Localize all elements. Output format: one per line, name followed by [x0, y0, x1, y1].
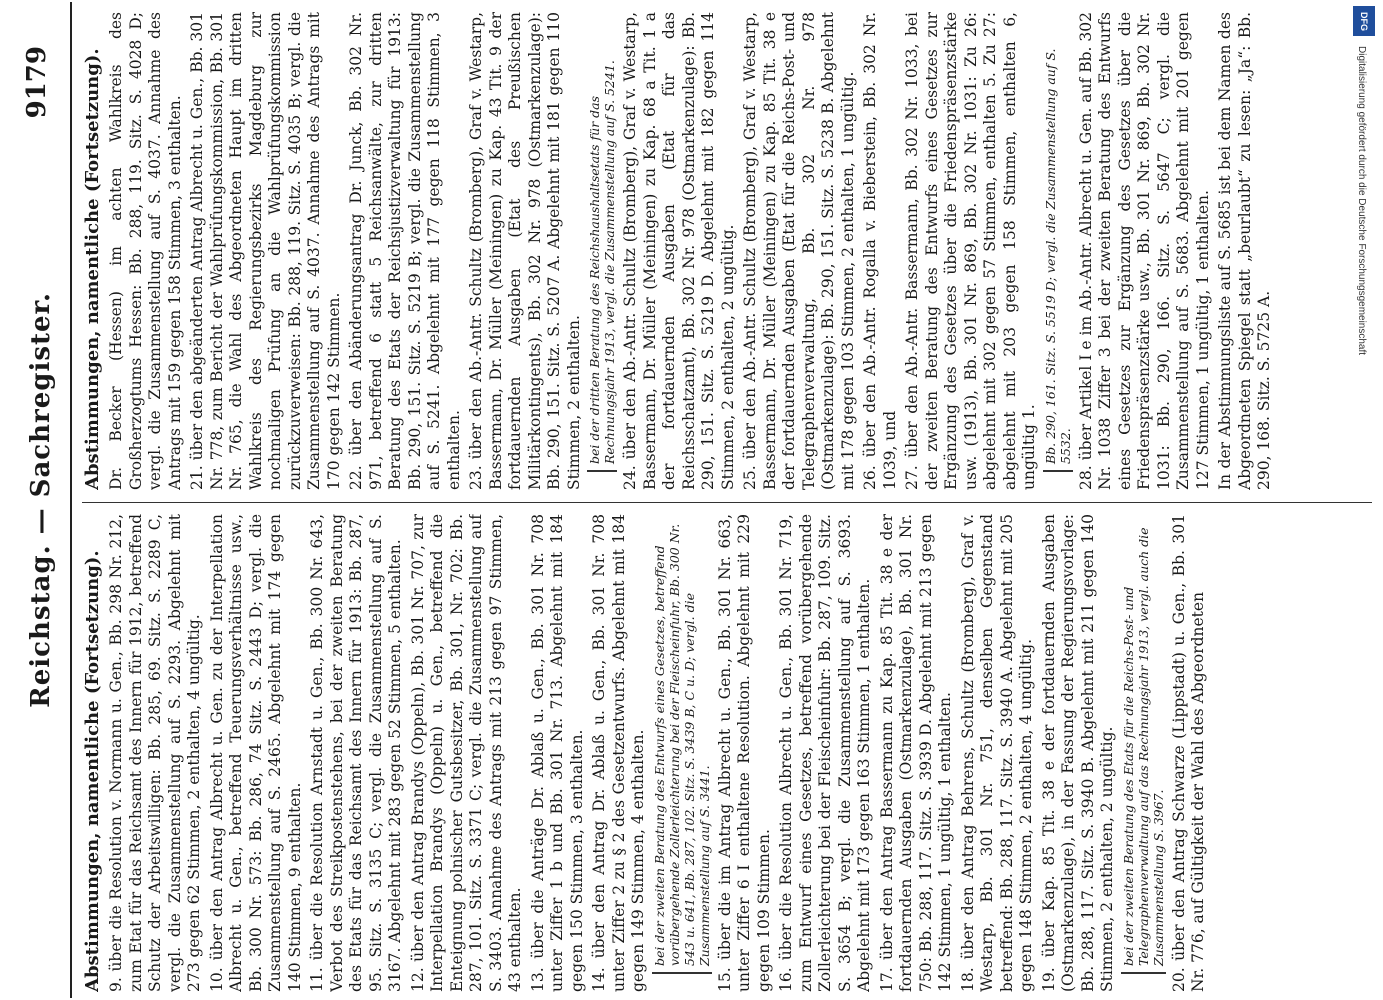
list-item: 15. über die im Antrag Albrecht u. Gen., Bb. 301 Nr. 663, unter Ziffer 6 I enthaltene Resolution. Abgelehnt mit 229 gegen 109 Stimmen.	[715, 514, 773, 992]
bracket-note: bei der dritten Beratung des Reichshaushaltsetats für das Rechnungsjahr 1913, vergl. die Zusammenstellung auf S. 5241.	[587, 12, 617, 472]
list-item: 20. über den Antrag Schwarze (Lippstadt) u. Gen., Bb. 301 Nr. 776, auf Gültigkeit der Wahl des Abgeordneten	[1169, 514, 1207, 992]
page-title: Reichstag. — Sachregister.	[26, 292, 56, 708]
bracket-note: Bb. 290, 161. Sitz. S. 5519 D; vergl. die Zusammenstellung auf S. 5532.	[1043, 12, 1073, 472]
credit-text: Digitalisierung gefördert durch die Deutsche Forschungsgemeinschaft	[1356, 46, 1367, 356]
list-item: 27. über den Ab.-Antr. Bassermann, Bb. 302 Nr. 1033, bei der zweiten Beratung des Entwurfs eines Gesetzes zur Ergänzung des Gesetzes über die Friedenspräsenzstärke usw. (1913), Bb. 301 Nr. 869, Bb. 302 Nr. 1031: Zu 26: abgelehnt mit 302 gegen 57 Stimmen, enthalten 5. Zu 27: abgelehnt mit 203 gegen 158 Stimmen, enthalten 6, ungültig 1.	[903, 12, 1038, 490]
list-item: 13. über die Anträge Dr. Ablaß u. Gen., Bb. 301 Nr. 708 unter Ziffer 1 b und Bb. 301 Nr. 713. Abgelehnt mit 184 gegen 150 Stimmen, 3 enthalten.	[528, 514, 586, 992]
bracket-note: bei der zweiten Beratung des Etats für die Reichs-Post- und Telegraphenverwaltung auf das Rechnungsjahr 1913, vergl. auch die Zusammenstellung S. 3967.	[1121, 514, 1166, 974]
list-item: 16. über die Resolution Albrecht u. Gen., Bb. 301 Nr. 719, zum Entwurf eines Gesetzes, betreffend vorübergehende Zollerleichterung bei der Fleischeinfuhr: Bb. 287, 109. Sitz. S. 3654 B; vergl. die Zusammenstellung auf S. 3693. Abgelehnt mit 173 gegen 163 Stimmen, 1 enthalten.	[777, 514, 873, 992]
list-item: 11. über die Resolution Arnstadt u. Gen., Bb. 300 Nr. 643, Verbot des Streikpostenstehens, bei der zweiten Beratung des Etats für das Reichsamt des Innern für 1913: Bb. 287, 95. Sitz. S. 3135 C; vergl. die Zusammenstellung auf S. 3167. Abgelehnt mit 283 gegen 52 Stimmen, 5 enthalten.	[308, 514, 404, 992]
bracket-note: bei der zweiten Beratung des Entwurfs eines Gesetzes, betreffend vorübergehende Zollerleichterung bei der Fleischeinfuhr, Bb. 300 Nr. 543 u. 641, Bb. 287, 102. Sitz. S. 3439 B, C u. D; vergl. die Zusammenstellung auf S. 3441.	[652, 514, 712, 974]
dfg-logo: DFG	[1353, 6, 1375, 36]
list-item: 18. über den Antrag Behrens, Schultz (Bromberg), Graf v. Westarp, Bb. 301 Nr. 751, denselben Gegenstand betreffend: Bb. 288, 117. Sitz. S. 3940 A. Abgelehnt mit 205 gegen 148 Stimmen, 2 enthalten, 4 ungültig.	[958, 514, 1035, 992]
list-item: 21. über den abgeänderten Antrag Albrecht u. Gen., Bb. 301 Nr. 778, zum Bericht der Wahlprüfungskommission, Bb. 301 Nr. 765, die Wahl des Abgeordneten Haupt im dritten Wahlkreis des Regierungsbezirks Magdeburg zur nochmaligen Prüfung an die Wahlprüfungskommission zurückzuverweisen: Bb. 288, 119. Sitz. S. 4035 B; vergl. die Zusammenstellung auf S. 4037. Annahme des Antrags mit 170 gegen 142 Stimmen.	[188, 12, 343, 490]
list-item: 22. über den Abänderungsantrag Dr. Junck, Bb. 302 Nr. 971, betreffend 6 statt 5 Reichsanwälte, zur dritten Beratung des Etats der Reichsjustizverwaltung für 1913: Bb. 290, 151. Sitz. S. 5219 B; vergl. die Zusammenstellung auf S. 5241. Abgelehnt mit 177 gegen 118 Stimmen, 3 enthalten.	[347, 12, 463, 490]
list-item: 26. über den Ab.-Antr. Rogalla v. Bieberstein, Bb. 302 Nr. 1039, und	[861, 12, 899, 490]
section-heading: Abstimmungen, namentliche (Fortsetzung).	[82, 48, 103, 490]
left-column	[82, 514, 1372, 992]
list-item: 12. über den Antrag Brandys (Oppeln), Bb. 301 Nr. 707, zur Interpellation Brandys (Oppeln) u. Gen., betreffend die Enteignung polnischer Gutsbesitzer, Bb. 301, Nr. 702: Bb. 287, 101. Sitz. S. 3371 C; vergl. die Zusammenstellung auf S. 3403. Annahme des Antrags mit 213 gegen 97 Stimmen, 43 enthalten.	[408, 514, 524, 992]
list-item: 23. über den Ab.-Antr. Schultz (Bromberg), Graf v. Westarp, Bassermann, Dr. Müller (Meiningen) zu Kap. 43 Tit. 9 der fortdauernden Ausgaben (Etat des Preußischen Militärkontingents), Bb. 302 Nr. 978 (Ostmarkenzulage): Bb. 290, 151. Sitz. S. 5207 A. Abgelehnt mit 181 gegen 110 Stimmen, 2 enthalten.	[467, 12, 583, 490]
page-number: 9179	[22, 46, 52, 119]
list-item: 17. über den Antrag Bassermann zu Kap. 85 Tit. 38 e der fortdauernden Ausgaben (Ostmarkenzulage), Bb. 301 Nr. 750: Bb. 288, 117. Sitz. S. 3939 D. Abgelehnt mit 213 gegen 142 Stimmen, 1 ungültig, 1 enthalten.	[877, 514, 954, 992]
list-item: 14. über den Antrag Dr. Ablaß u. Gen., Bb. 301 Nr. 708 unter Ziffer 2 zu § 2 des Gesetzentwurfs. Abgelehnt mit 184 gegen 149 Stimmen, 4 enthalten.	[590, 514, 647, 992]
list-item: 24. über den Ab.-Antr. Schultz (Bromberg), Graf v. Westarp, Bassermann, Dr. Müller (Meiningen) zu Kap. 68 a Tit. 1 a der fortdauernden Ausgaben (Etat für das Reichsschatzamt), Bb. 302 Nr. 978 (Ostmarkenzulage): Bb. 290, 151. Sitz. S. 5219 D. Abgelehnt mit 182 gegen 114 Stimmen, 2 enthalten, 2 ungültig.	[621, 12, 737, 490]
section-heading: Abstimmungen, namentliche (Fortsetzung).	[82, 550, 103, 992]
list-item: 25. über den Ab.-Antr. Schultz (Bromberg), Graf v. Westarp, Bassermann, Dr. Müller (Meiningen) zu Kap. 85 Tit. 38 e der fortdauernden Ausgaben (Etat für die Reichs-Post- und Telegraphenverwaltung, Bb. 302 Nr. 978 (Ostmarkenzulage): Bb. 290, 151. Sitz. S. 5238 B. Abgelehnt mit 178 gegen 103 Stimmen, 2 enthalten, 1 ungültig.	[741, 12, 857, 490]
digitization-credit	[1352, 6, 1376, 986]
page-header	[22, 20, 62, 980]
list-item: Dr. Becker (Hessen) im achten Wahlkreis des Großherzogtums Hessen: Bb. 288, 119. Sitz. S. 4028 D; vergl. die Zusammenstellung auf S. 4037. Annahme des Antrags mit 159 gegen 158 Stimmen, 3 enthalten.	[107, 12, 184, 490]
list-item: 10. über den Antrag Albrecht u. Gen. zu der Interpellation Albrecht u. Gen., betreffend Teuerungsverhältnisse usw., Bb. 300 Nr. 573: Bb. 286, 74 Sitz. S. 2443 D; vergl. die Zusammenstellung auf S. 2465. Abgelehnt mit 174 gegen 140 Stimmen, 9 enthalten.	[207, 514, 304, 992]
right-column	[82, 12, 1372, 490]
list-item: 28. über Artikel I e im Ab.-Antr. Albrecht u. Gen. auf Bb. 302 Nr. 1038 Ziffer 3 bei der zweiten Beratung des Entwurfs eines Gesetzes zur Ergänzung des Gesetzes über die Friedenspräsenzstärke usw., Bb. 301 Nr. 869, Bb. 302 Nr. 1031: Bb. 290, 166. Sitz. S. 5647 C; vergl. die Zusammenstellung auf S. 5683. Abgelehnt mit 201 gegen 127 Stimmen, 1 ungültig, 1 enthalten.	[1076, 12, 1212, 490]
list-item: 19. über Kap. 85 Tit. 38 e der fortdauernden Ausgaben (Ostmarkenzulage), in der Fassung der Regierungsvorlage: Bb. 288, 117. Sitz. S. 3940 B. Abgelehnt mit 211 gegen 140 Stimmen, 2 enthalten, 2 ungültig.	[1039, 514, 1116, 992]
header-rule	[70, 2, 72, 998]
column-separator	[82, 502, 1372, 503]
list-item: In der Abstimmungsliste auf S. 5685 ist bei dem Namen des Abgeordneten Spiegel statt „beurlaubt“ zu lesen: „Ja“: Bb. 290, 168. Sitz. S. 5725 A.	[1216, 12, 1273, 490]
list-item: 9. über die Resolution v. Normann u. Gen., Bb. 298 Nr. 212, zum Etat für das Reichsamt des Innern für 1912, betreffend Schutz der Arbeitswilligen: Bb. 285, 69. Sitz. S. 2289 C, vergl. die Zusammenstellung auf S. 2293. Abgelehnt mit 273 gegen 62 Stimmen, 2 enthalten, 4 ungültig.	[107, 514, 203, 992]
